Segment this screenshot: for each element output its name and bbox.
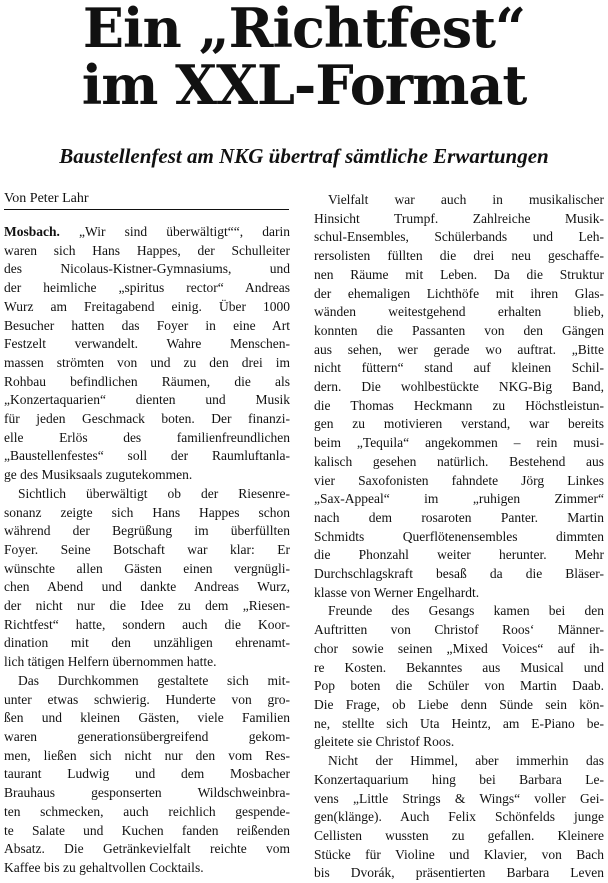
article-line: te Salate und Kuchen fanden reißenden xyxy=(4,822,290,838)
article-line: die Phonzahl weiter herunter. Mehr xyxy=(314,547,604,563)
dateline: Mosbach. xyxy=(4,224,60,239)
article-text: „Wir sind überwältigt““, darin xyxy=(59,224,290,239)
article-line: Brauhaus gesponserten Wildschweinbra- xyxy=(4,785,290,801)
article-line: Die Frage, ob Liebe denn Sünde sein kön- xyxy=(314,696,604,712)
article-line: taurant Ludwig und dem Mosbacher xyxy=(4,766,290,782)
article-line xyxy=(4,223,290,242)
article-line: der nicht nur die Idee zu dem „Riesen- xyxy=(4,598,290,614)
left-column xyxy=(4,223,290,878)
article-line: Foyer. Seine Botschaft war klar: Er xyxy=(4,541,290,557)
article-line: beim „Tequila“ angekommen – rein musi- xyxy=(314,435,604,451)
headline xyxy=(0,0,608,117)
article-line: Freunde des Gesangs kamen bei den xyxy=(328,603,604,619)
article-line: Wurz am Freitagabend einig. Über 1000 xyxy=(4,298,290,314)
article-line: Das Durchkommen gestaltete sich mit- xyxy=(18,672,290,688)
article-line: Sichtlich überwältigt ob der Riesenre- xyxy=(18,485,290,501)
article-line: Richtfest“ hatte, sondern auch die Koor- xyxy=(4,616,290,632)
article-line: gleitete sie Christof Roos. xyxy=(314,734,455,750)
article-line: waren generationsübergreifend gekom- xyxy=(4,728,290,744)
article-line: konnten die Passanten von den Gängen xyxy=(314,322,604,338)
article-line: sonanz zeigte sich Hans Happes schon xyxy=(4,504,290,520)
article-line: nicht füttern“ stand auf kleinen Schil- xyxy=(314,360,604,376)
article-line: Konzertaquarium hing bei Barbara Le- xyxy=(314,771,604,787)
article-line: „Sax-Appeal“ im „ruhigen Zimmer“ xyxy=(314,491,604,507)
article-line: rersolisten füllten die drei neu geschaffe- xyxy=(314,248,604,264)
article-line: wünschte allen Gästen einen vergnügli- xyxy=(4,560,290,576)
article-line: ßen und kleinen Gästen, viele Familien xyxy=(4,710,290,726)
article-line: gen(klänge). Auch Felix Schönfelds junge xyxy=(314,809,604,825)
article-line: waren sich Hans Happes, der Schulleiter xyxy=(4,242,290,258)
article-line: nen Räume mit Leben. Da die Struktur xyxy=(314,266,604,282)
article-line: dern. Die wohlbestückte NKG-Big Band, xyxy=(314,379,604,395)
article-line: die Thomas Heckmann zu Höchstleistun- xyxy=(314,397,604,413)
article-line: Cellisten wussten zu gefallen. Kleinere xyxy=(314,827,604,843)
article-line: ten schmecken, auch reichlich gespende- xyxy=(4,803,290,819)
article-line: Kaffee bis zu gehaltvollen Cocktails. xyxy=(4,859,204,875)
article-line: Durchschlagskraft besaß da die Bläser- xyxy=(314,566,604,582)
article-line: vier Saxofonisten fahndete Jörg Linkes xyxy=(314,472,604,488)
article-line: „Baustellenfestes“ soll der Raumluftanla- xyxy=(4,448,290,464)
article-line: während der Begrüßung im überfüllten xyxy=(4,523,290,539)
article-line: aus sehen, wer gerade wo auftrat. „Bitte xyxy=(314,341,604,357)
article-line: massen strömten von und zu den drei im xyxy=(4,354,290,370)
article-line: Auftritten von Christof Roos‘ Männer- xyxy=(314,622,604,638)
article-line: bis Dvorák, präsentierten Barbara Leven xyxy=(314,865,604,881)
article-line: gen zu motivieren verstand, war bereits xyxy=(314,416,604,432)
article-line: Stücke für Violine und Klavier, von Bach xyxy=(314,846,604,862)
article-line: men, ließen sich nicht nur den vom Res- xyxy=(4,747,290,763)
article-line: der ehemaligen Lichthöfe mit ihren Glas- xyxy=(314,285,604,301)
article-line: nach dem rosaroten Panter. Martin xyxy=(314,509,604,525)
article-line: Besucher hatten das Foyer in eine Art xyxy=(4,317,290,333)
article-line: Nicht der Himmel, aber immerhin das xyxy=(328,753,604,769)
article-line: lich tätigen Helfern übernommen hatte. xyxy=(4,654,217,670)
article-line: der heimliche „spiritus rector“ Andreas xyxy=(4,280,290,296)
headline-line-2: im XXL-Format xyxy=(81,53,527,117)
article-line: ne, stellte sich Uta Heintz, am E-Piano be- xyxy=(314,715,604,731)
article-line: dination mit den unzähligen ehrenamt- xyxy=(4,635,290,651)
article-line: unter etwas schwierig. Hunderte von gro- xyxy=(4,691,290,707)
article-line: „Konzertaquarien“ dienten und Musik xyxy=(4,392,290,408)
article-line: elle Erlös des familienfreundlichen xyxy=(4,429,290,445)
article-line: ge des Musiksaals zugutekommen. xyxy=(4,467,193,483)
byline: Von Peter Lahr xyxy=(4,190,289,210)
article-line: Rohbau befindlichen Räumen, die als xyxy=(4,373,290,389)
article-line: für jeden Geschmack boten. Der finanzi- xyxy=(4,411,290,427)
subheadline: Baustellenfest am NKG übertraf sämtliche Erwartungen xyxy=(59,144,549,168)
article-line: Pop boten die Schüler von Martin Daab. xyxy=(314,678,604,694)
article-line: klasse von Werner Engelhardt. xyxy=(314,584,480,600)
headline-line-1: Ein „Richtfest“ xyxy=(82,0,526,60)
article-line: wänden weitestgehend erhalten blieb, xyxy=(314,304,604,320)
article-line: Hinsicht Trumpf. Zahlreiche Musik- xyxy=(314,210,604,226)
article-line: vens „Little Strings & Wings“ voller Gei- xyxy=(314,790,604,806)
right-column xyxy=(314,191,604,883)
article-line: Absatz. Die Getränkevielfalt reichte vom xyxy=(4,841,290,857)
article-line: Schmidts Querflötenensembles dimmten xyxy=(314,528,604,544)
article-line: Festzelt verwandelt. Wahre Menschen- xyxy=(4,336,290,352)
article-line: chor sowie seinen „Mixed Voices“ auf ih- xyxy=(314,640,604,656)
article-line: Vielfalt war auch in musikalischer xyxy=(328,192,604,207)
article-line: re Kosten. Bekanntes aus Musical und xyxy=(314,659,604,675)
article-line: des Nicolaus-Kistner-Gymnasiums, und xyxy=(4,261,290,277)
article-line: schul-Ensembles, Schülerbands und Leh- xyxy=(314,229,604,245)
article-line: kalisch gesehen natürlich. Bestehend aus xyxy=(314,453,604,469)
article-line: chen Abend und dankte Andreas Wurz, xyxy=(4,579,290,595)
